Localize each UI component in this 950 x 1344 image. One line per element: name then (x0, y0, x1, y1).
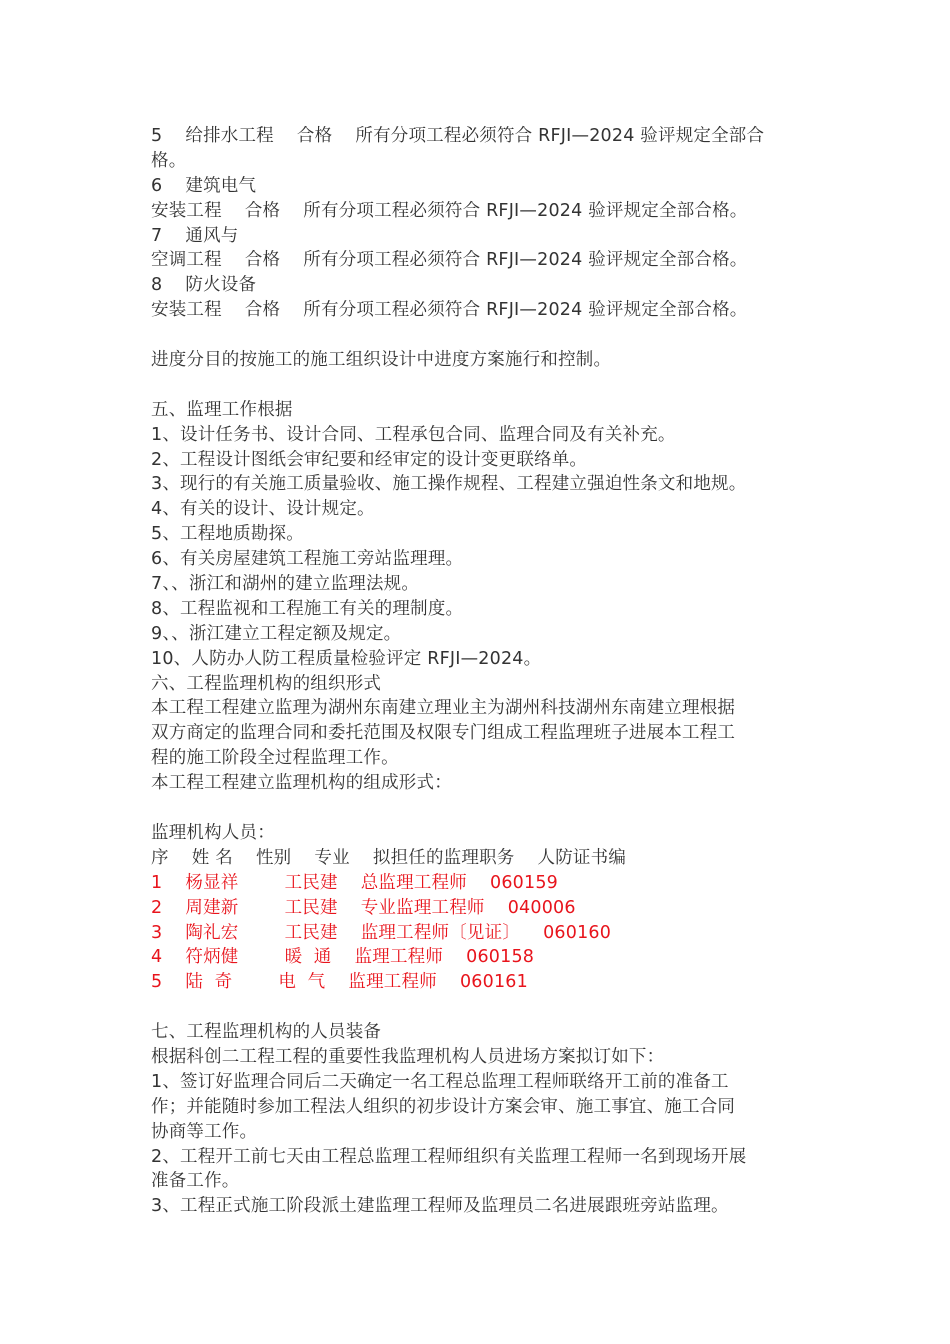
paragraph-line: 双方商定的监理合同和委托范围及权限专门组成工程监理班子进展本工程工 (151, 723, 736, 744)
text-line: 安装工程 合格 所有分项工程必须符合 RFJI—2024 验评规定全部合格。 (151, 200, 748, 221)
list-item: 5、工程地质勘探。 (151, 524, 304, 545)
list-item: 1、设计任务书、设计合同、工程承包合同、监理合同及有关补充。 (151, 424, 676, 445)
text-line: 格。 (151, 150, 187, 171)
text-line: 5 给排水工程 合格 所有分项工程必须符合 RFJI—2024 验评规定全部合 (151, 126, 765, 146)
section-heading: 六、工程监理机构的组织形式 (151, 673, 382, 694)
staff-row: 2 周建新 工民建 专业监理工程师 040006 (151, 897, 576, 918)
staff-row: 4 符炳健 暖 通 监理工程师 060158 (151, 947, 535, 968)
paragraph-line: 协商等工作。 (151, 1121, 258, 1142)
list-item: 10、人防办人防工程质量检验评定 RFJI—2024。 (151, 648, 542, 669)
paragraph-line: 准备工作。 (151, 1171, 240, 1192)
paragraph-line: 程的施工阶段全过程监理工作。 (151, 748, 399, 769)
list-item: 7、、浙江和湖州的建立监理法规。 (151, 574, 420, 595)
staff-title: 监理机构人员： (151, 822, 275, 843)
section-heading: 七、工程监理机构的人员装备 (151, 1022, 382, 1043)
list-item: 9、、浙江建立工程定额及规定。 (151, 623, 402, 644)
staff-row: 3 陶礼宏 工民建 监理工程师〔见证〕 060160 (151, 922, 612, 943)
document-page (151, 124, 811, 1219)
text-line: 空调工程 合格 所有分项工程必须符合 RFJI—2024 验评规定全部合格。 (151, 250, 748, 271)
blank-line (151, 995, 811, 1020)
paragraph-line: 本工程工程建立监理为湖州东南建立理业主为湖州科技湖州东南建立理根据 (151, 698, 736, 719)
paragraph-line: 作；并能随时参加工程法人组织的初步设计方案会审、施工事宜、施工合同 (151, 1096, 736, 1117)
blank-line (151, 373, 811, 398)
staff-row: 5 陆 奇 电 气 监理工程师 060161 (151, 972, 528, 993)
paragraph-line: 1、签订好监理合同后二天确定一名工程总监理工程师联络开工前的准备工 (151, 1071, 729, 1092)
list-item: 6、有关房屋建筑工程施工旁站监理理。 (151, 549, 464, 570)
text-line: 6 建筑电气 (151, 175, 257, 196)
paragraph-line: 2、工程开工前七天由工程总监理工程师组织有关监理工程师一名到现场开展 (151, 1146, 747, 1167)
paragraph-line: 本工程工程建立监理机构的组成形式： (151, 773, 452, 794)
staff-table-header: 序 姓 名 性别 专业 拟担任的监理职务 人防证书编 (151, 847, 627, 868)
text-line: 7 通风与 (151, 225, 239, 246)
list-item: 4、有关的设计、设计规定。 (151, 499, 375, 520)
list-item: 2、工程设计图纸会审纪要和经审定的设计变更联络单。 (151, 449, 588, 470)
paragraph-line: 3、工程正式施工阶段派土建监理工程师及监理员二名进展跟班旁站监理。 (151, 1196, 729, 1217)
list-item: 3、现行的有关施工质量验收、施工操作规程、工程建立强迫性条文和地规。 (151, 474, 747, 495)
text-line: 安装工程 合格 所有分项工程必须符合 RFJI—2024 验评规定全部合格。 (151, 300, 748, 321)
blank-line (151, 796, 811, 821)
text-line: 8 防火设备 (151, 275, 257, 296)
paragraph-line: 根据科创二工程工程的重要性我监理机构人员进场方案拟订如下： (151, 1046, 665, 1067)
progress-note: 进度分目的按施工的施工组织设计中进度方案施行和控制。 (151, 350, 612, 371)
staff-row: 1 杨显祥 工民建 总监理工程师 060159 (151, 872, 558, 893)
list-item: 8、工程监视和工程施工有关的理制度。 (151, 598, 464, 619)
section-heading: 五、监理工作根据 (151, 399, 293, 420)
blank-line (151, 323, 811, 348)
